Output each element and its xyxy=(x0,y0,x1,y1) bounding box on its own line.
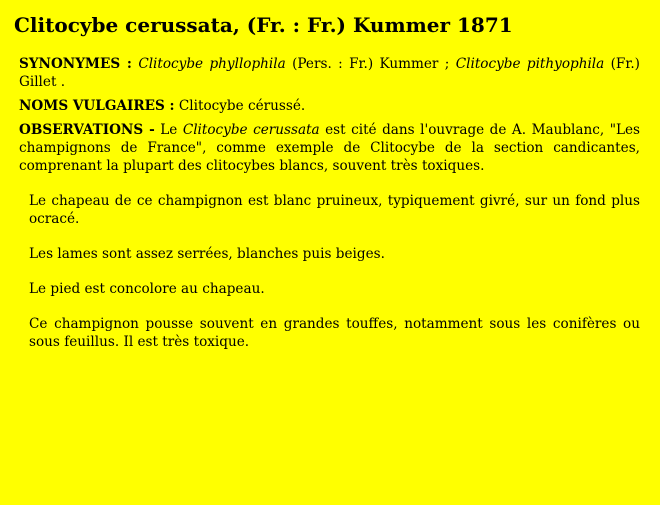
synonymes-paragraph xyxy=(19,55,640,91)
page-title: Clitocybe cerussata, (Fr. : Fr.) Kummer 1871 xyxy=(14,13,513,37)
noms-vulgaires-label: NOMS VULGAIRES : xyxy=(19,98,175,114)
observations-text-after: est cité dans l'ouvrage de A. Maublanc, "Les champignons de France", comme exemple de Clitocybe de la section candicantes, comprenant la plupart des clitocybes blancs, souvent très toxiques. xyxy=(19,122,640,174)
species-description xyxy=(19,55,640,351)
observations-text-before: Le xyxy=(154,122,183,138)
synonym-author-1: (Pers. : Fr.) Kummer ; xyxy=(285,56,456,72)
observations-label: OBSERVATIONS - xyxy=(19,122,155,138)
chapeau-paragraph: Le chapeau de ce champignon est blanc pruineux, typiquement givré, sur un fond plus ocracé. xyxy=(29,193,640,227)
synonym-author-2: (Fr.) Gillet . xyxy=(19,56,640,90)
pied-paragraph: Le pied est concolore au chapeau. xyxy=(29,281,265,297)
noms-vulgaires-value: Clitocybe cérussé. xyxy=(174,98,306,114)
noms-vulgaires-paragraph xyxy=(19,97,640,115)
synonymes-label: SYNONYMES : xyxy=(19,56,132,72)
pousse-paragraph: Ce champignon pousse souvent en grandes touffes, notamment sous les conifères ou sous feuillus. Il est très toxique. xyxy=(29,316,640,350)
observations-paragraph xyxy=(19,121,640,175)
observations-species: Clitocybe cerussata xyxy=(182,122,320,138)
synonym-name-1: Clitocybe phyllophila xyxy=(138,56,286,72)
synonym-name-2: Clitocybe pithyophila xyxy=(455,56,605,72)
lames-paragraph: Les lames sont assez serrées, blanches puis beiges. xyxy=(29,246,385,262)
